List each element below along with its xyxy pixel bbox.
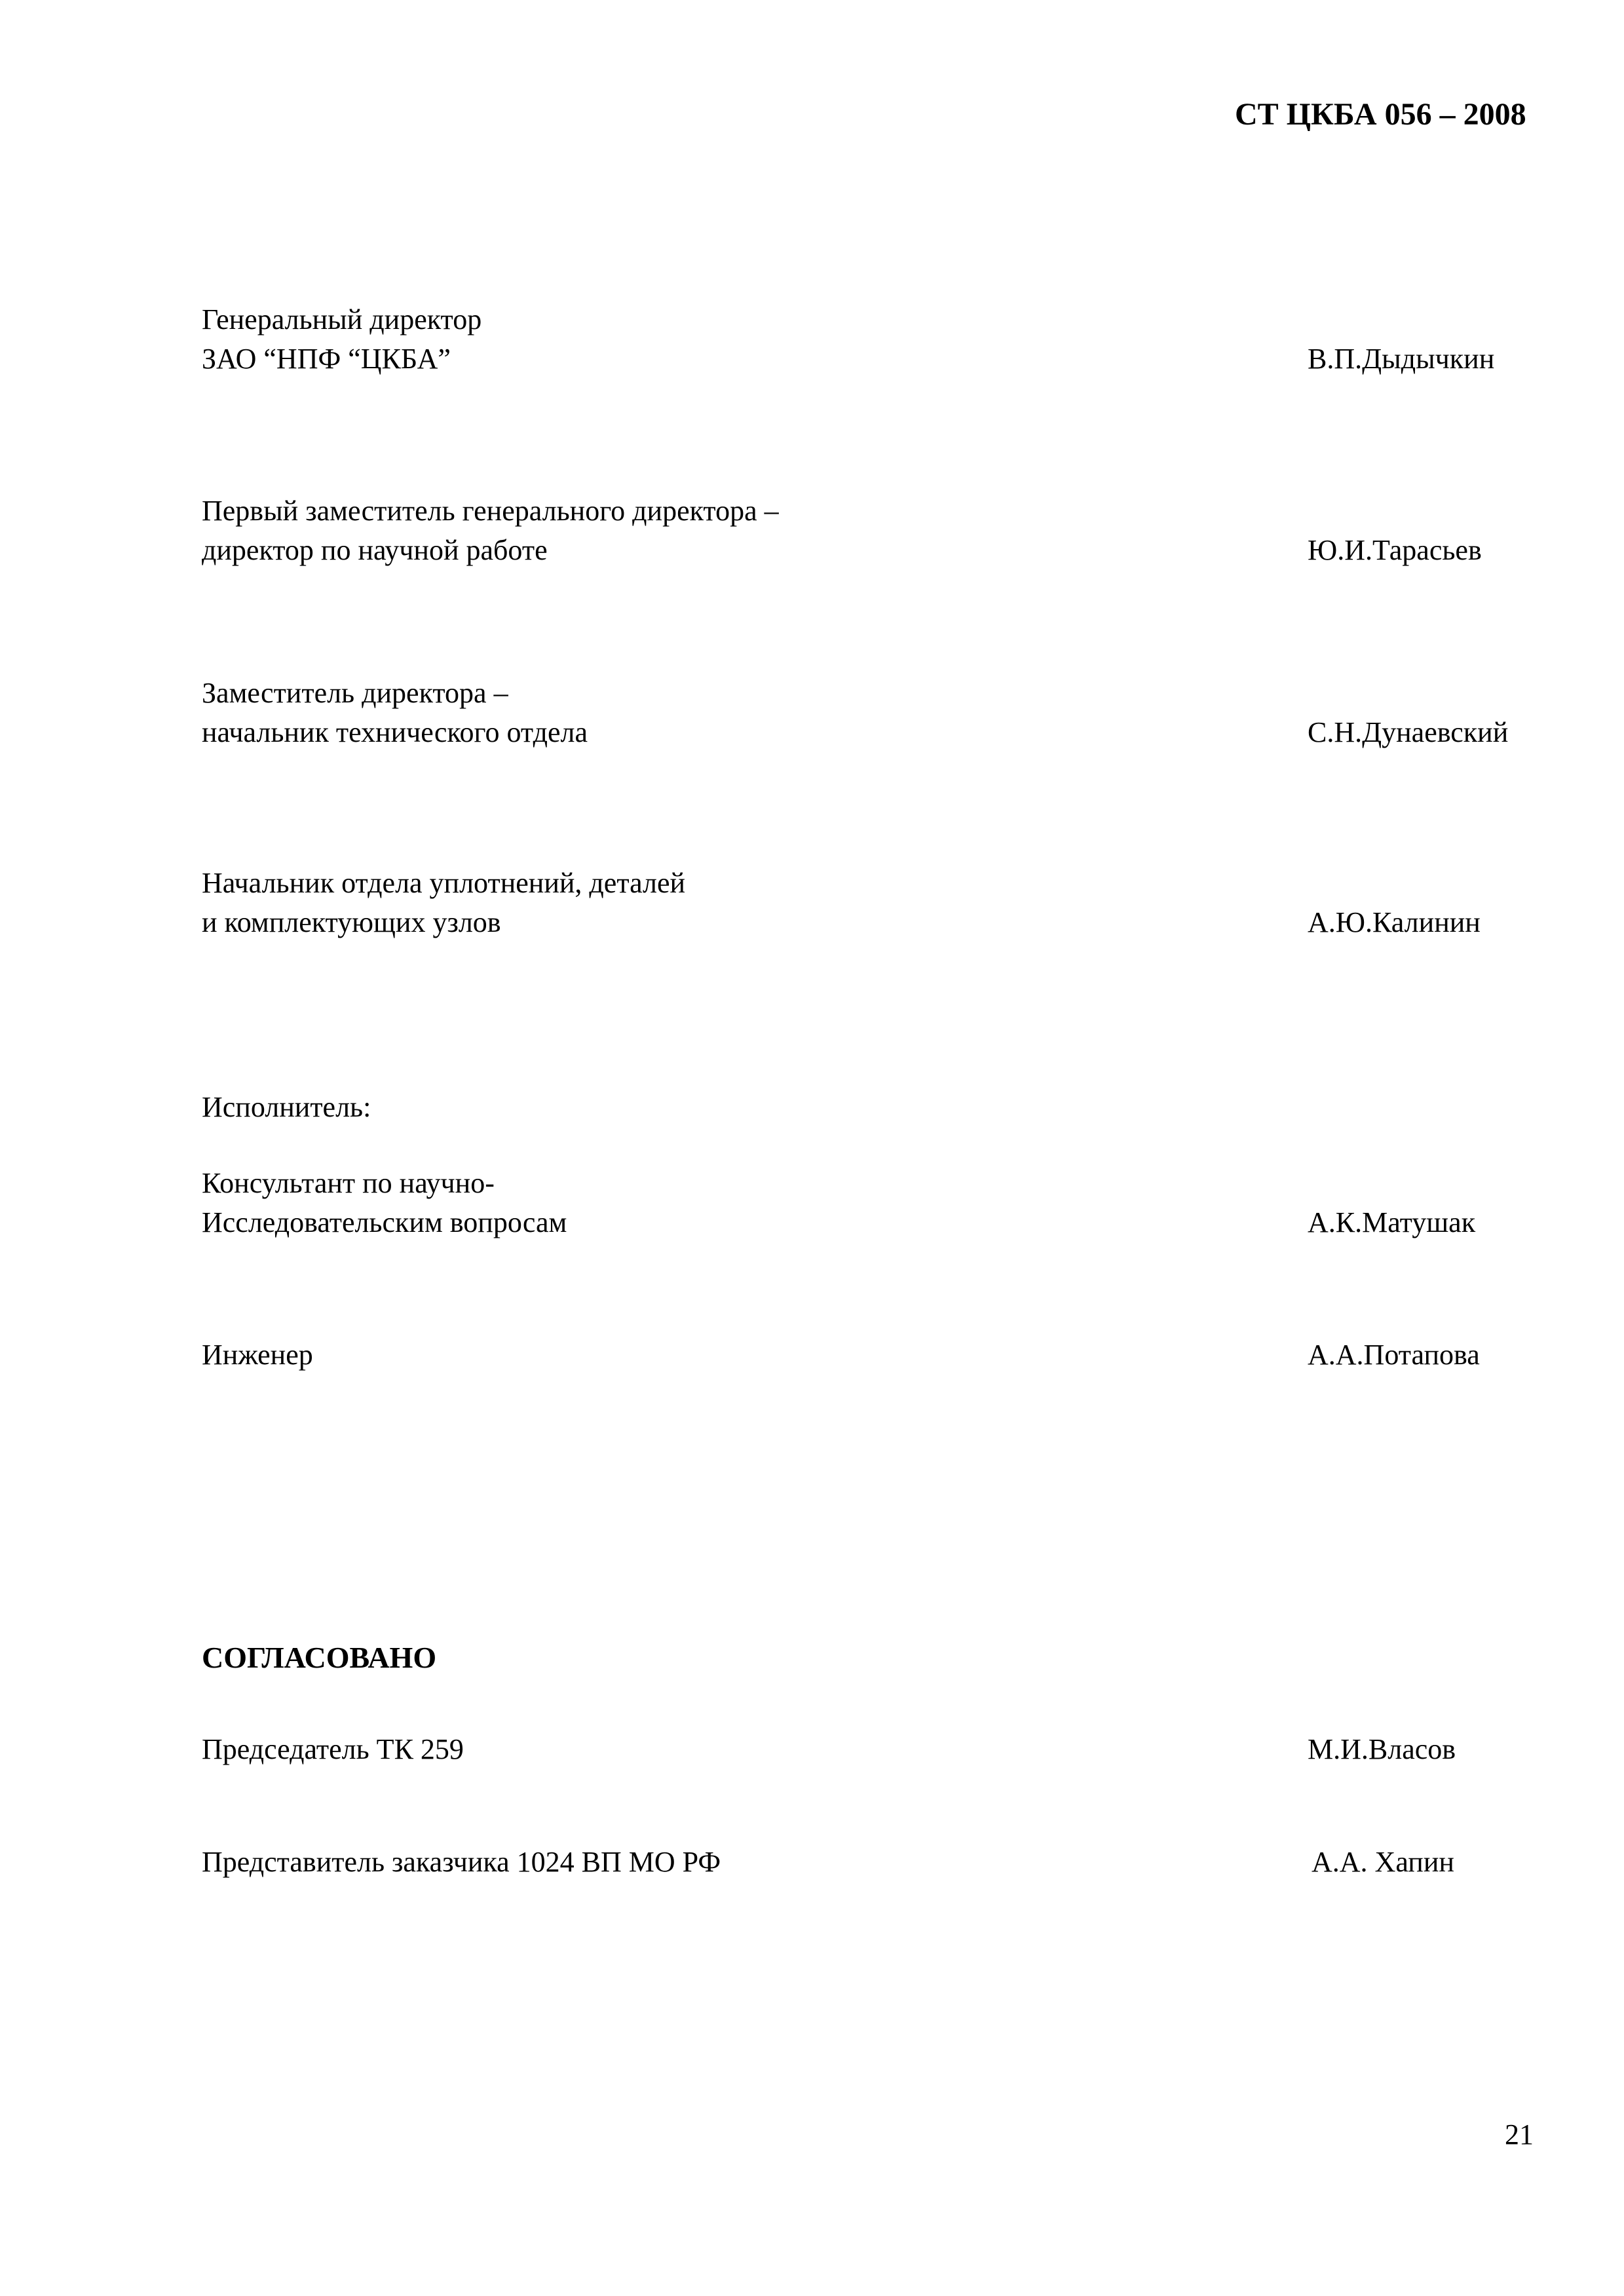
signatory-title-line: начальник технического отдела [202, 716, 588, 748]
signatory-title [202, 300, 1053, 379]
executor-title-line: Исследовательским вопросам [202, 1206, 567, 1238]
agreed-title-line: Председатель ТК 259 [202, 1733, 464, 1765]
executor-title-line: Консультант по научно- [202, 1167, 495, 1199]
executor-name: А.А.Потапова [1308, 1339, 1480, 1371]
signatory-title [202, 491, 1053, 570]
agreed-title [202, 1730, 1053, 1769]
signatory-name: А.Ю.Калинин [1308, 906, 1481, 938]
executor-title [202, 1335, 1053, 1375]
executor-title-line: Инженер [202, 1339, 313, 1371]
document-code: СТ ЦКБА 056 – 2008 [1235, 97, 1526, 132]
signatory-name: Ю.И.Тарасьев [1308, 534, 1482, 566]
executor-label: Исполнитель: [202, 1091, 371, 1123]
signatory-title [202, 674, 1053, 752]
page-number: 21 [1505, 2118, 1534, 2151]
signatory-title [202, 864, 1053, 942]
agreed-title [202, 1843, 1053, 1882]
executor-name: А.К.Матушак [1308, 1206, 1476, 1238]
signatory-name: С.Н.Дунаевский [1308, 716, 1509, 748]
signatory-name: В.П.Дыдычкин [1308, 343, 1495, 375]
signatory-title-line: Заместитель директора – [202, 677, 508, 709]
executor-title [202, 1164, 1053, 1242]
agreed-name: А.А. Хапин [1312, 1846, 1454, 1878]
executor-label-block [202, 1088, 1053, 1127]
signatory-title-line: и комплектующих узлов [202, 906, 501, 938]
signatory-title-line: директор по научной работе [202, 534, 548, 566]
signatory-title-line: Генеральный директор [202, 303, 482, 335]
agreed-title-line: Представитель заказчика 1024 ВП МО РФ [202, 1846, 721, 1878]
signatory-title-line: Первый заместитель генерального директора – [202, 495, 779, 527]
agreed-name: М.И.Власов [1308, 1733, 1456, 1765]
signatory-title-line: ЗАО “НПФ “ЦКБА” [202, 343, 451, 375]
signatory-title-line: Начальник отдела уплотнений, деталей [202, 867, 686, 899]
agreed-heading: СОГЛАСОВАНО [202, 1641, 437, 1674]
